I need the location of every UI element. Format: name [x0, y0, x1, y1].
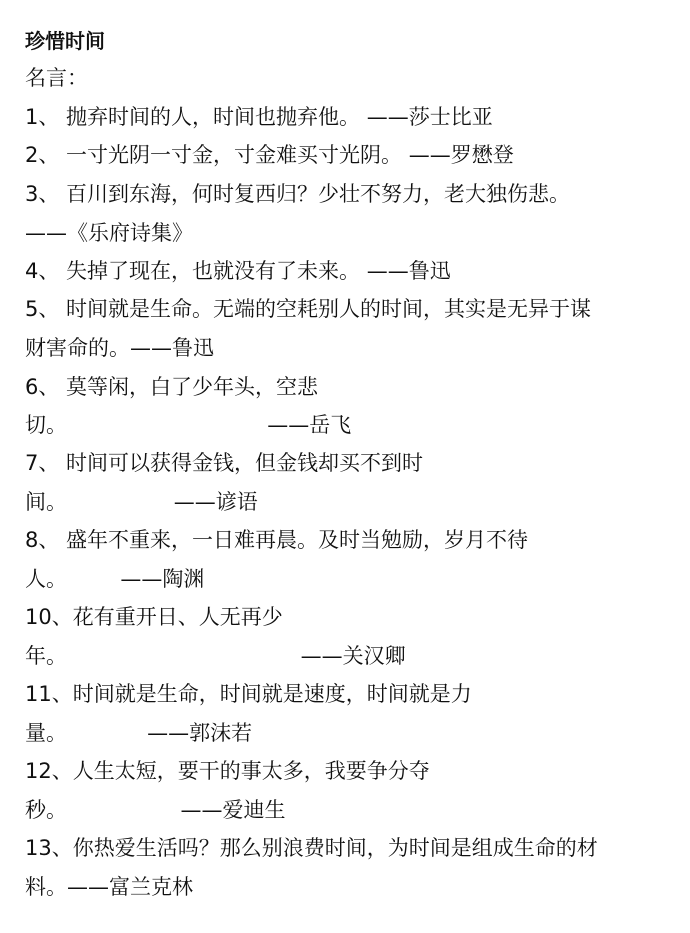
quote-line: 切。 ——岳飞 [25, 413, 352, 437]
quote-line: 年。 ——关汉卿 [25, 644, 406, 668]
quote-line: 人。 ——陶渊 [25, 567, 205, 591]
quote-line: 6、 莫等闲，白了少年头，空悲 [25, 375, 319, 399]
quote-line: 10、花有重开日、人无再少 [25, 605, 283, 629]
quote-line: 12、人生太短，要干的事太多，我要争分夺 [25, 759, 430, 783]
quote-line: 间。 ——谚语 [25, 490, 258, 514]
quote-line: 财害命的。——鲁迅 [25, 336, 214, 360]
quote-line: 秒。 ——爱迪生 [25, 798, 286, 822]
quote-line: 8、 盛年不重来，一日难再晨。及时当勉励，岁月不待 [25, 528, 529, 552]
quote-line: 13、你热爱生活吗？那么别浪费时间，为时间是组成生命的材 [25, 836, 598, 860]
quote-line: 料。——富兰克林 [25, 875, 193, 899]
quote-line: 量。 ——郭沫若 [25, 721, 253, 745]
quote-line: 1、 抛弃时间的人，时间也抛弃他。 ——莎士比亚 [25, 105, 493, 129]
quote-line: 4、 失掉了现在，也就没有了未来。 ——鲁迅 [25, 259, 451, 283]
section-heading: 名言： [25, 66, 88, 90]
quote-line: ——《乐府诗集》 [25, 221, 193, 245]
quote-line: 7、 时间可以获得金钱，但金钱却买不到时 [25, 451, 424, 475]
quote-line: 2、 一寸光阴一寸金，寸金难买寸光阴。 ——罗懋登 [25, 143, 514, 167]
quote-line: 3、 百川到东海，何时复西归？少壮不努力，老大独伤悲。 [25, 182, 571, 206]
document-title: 珍惜时间 [25, 29, 105, 53]
quote-line: 11、时间就是生命，时间就是速度，时间就是力 [25, 682, 472, 706]
quote-line: 5、 时间就是生命。无端的空耗别人的时间，其实是无异于谋 [25, 297, 592, 321]
